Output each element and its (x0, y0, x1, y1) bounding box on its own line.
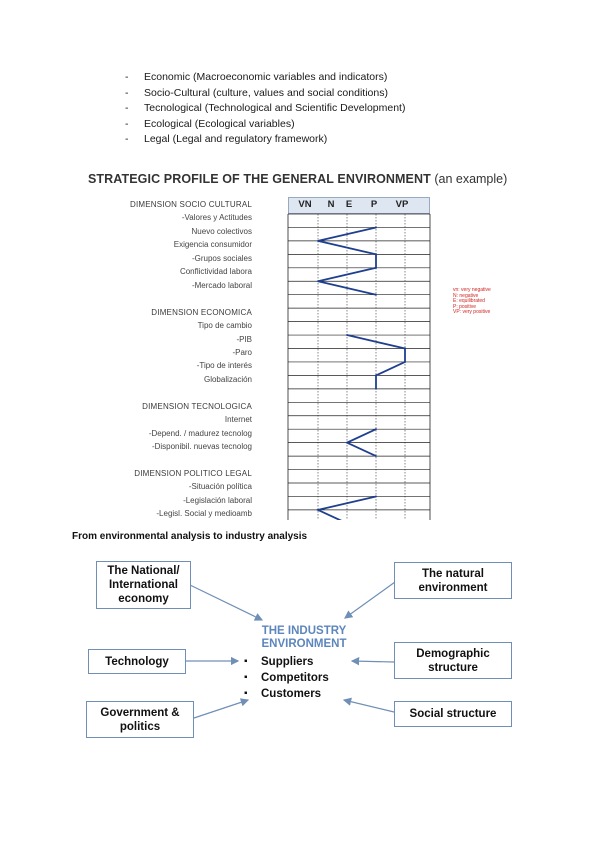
profile-row-label: -Tipo de interés (196, 361, 252, 371)
profile-dimension-heading: DIMENSION SOCIO CULTURAL (130, 200, 252, 209)
profile-row-label: Nuevo colectivos (191, 226, 252, 236)
scale-label-vn: VN (298, 199, 312, 210)
profile-row-label: -Disponibil. nuevas tecnolog (151, 442, 252, 452)
scale-label-vp: VP (395, 199, 409, 210)
legend-item: vn: very negative (453, 287, 491, 293)
arrow-from-social-structure (344, 700, 394, 712)
profile-row-label: Internet (224, 415, 252, 425)
strategic-profile-title: STRATEGIC PROFILE OF THE GENERAL ENVIRONMENT (an example) (88, 172, 508, 186)
arrow-from-national-economy (190, 585, 262, 620)
list-item: - Tecnological (Technological and Scientific Development) (125, 101, 405, 117)
list-item: - Legal (Legal and regulatory framework) (125, 132, 405, 148)
industry-environment-list (244, 654, 329, 702)
bullet-dash: - (125, 133, 129, 145)
profile-row-label: -Legisl. Social y medioamb (156, 509, 252, 519)
profile-row-label: -Grupos sociales (191, 253, 252, 263)
list-item: ▪ Competitors (244, 670, 329, 686)
government-politics-box: Government & politics (86, 701, 194, 738)
arrow-from-government-politics (194, 700, 248, 718)
profile-row-label: -PIB (236, 334, 252, 344)
profile-row-label: Globalización (203, 374, 252, 384)
bullet-dash: - (125, 102, 129, 114)
profile-row-label: Exigencia consumidor (173, 240, 252, 250)
arrow-from-natural-environment (345, 582, 395, 618)
bullet-dash: - (125, 71, 129, 83)
scale-label-n: N (327, 199, 335, 210)
list-item: - Ecological (Ecological variables) (125, 117, 405, 133)
list-item: ▪ Customers (244, 686, 329, 702)
profile-row-label: -Mercado laboral (191, 280, 252, 290)
industry-environment-title: THE INDUSTRY ENVIRONMENT (261, 625, 347, 650)
profile-dimension-heading: DIMENSION POLITICO LEGAL (134, 469, 252, 478)
legend-item: N: negative (453, 292, 479, 299)
profile-dimension-heading: DIMENSION ECONOMICA (151, 307, 252, 317)
profile-row-label: -Depend. / madurez tecnolog (148, 428, 252, 438)
profile-dimension-heading: DIMENSION TECNOLOGICA (142, 401, 252, 411)
demographic-structure-box: Demographic structure (394, 642, 512, 679)
scale-label-p: P (370, 199, 378, 210)
profile-row-label: -Situación política (188, 482, 252, 492)
list-item: ▪ Suppliers (244, 654, 329, 670)
legend-item: VP: very positive (453, 309, 491, 316)
profile-row-label: -Valores y Actitudes (181, 213, 252, 223)
technology-box: Technology (88, 649, 186, 674)
legend-item: P: positive (453, 303, 477, 310)
national-economy-box: The National/ International economy (96, 561, 191, 609)
profile-row-label: -Legislación laboral (183, 495, 252, 505)
profile-row-label: Conflictividad labora (179, 267, 252, 277)
social-structure-box: Social structure (394, 701, 512, 727)
arrow-from-demographic-structure (352, 661, 394, 662)
scale-label-e: E (345, 199, 353, 210)
list-item: - Socio-Cultural (culture, values and social conditions) (125, 86, 405, 102)
legend-item: E: equilibrated (453, 298, 485, 305)
section-heading: From environmental analysis to industry analysis (72, 531, 308, 542)
profile-row-label: -Paro (232, 347, 252, 357)
bullet-dash: - (125, 86, 129, 99)
natural-environment-box: The natural environment (394, 562, 512, 599)
list-item: - Economic (Macroeconomic variables and indicators) (125, 70, 405, 86)
bullet-dash: - (125, 117, 129, 130)
profile-row-label: Tipo de cambio (197, 321, 252, 331)
